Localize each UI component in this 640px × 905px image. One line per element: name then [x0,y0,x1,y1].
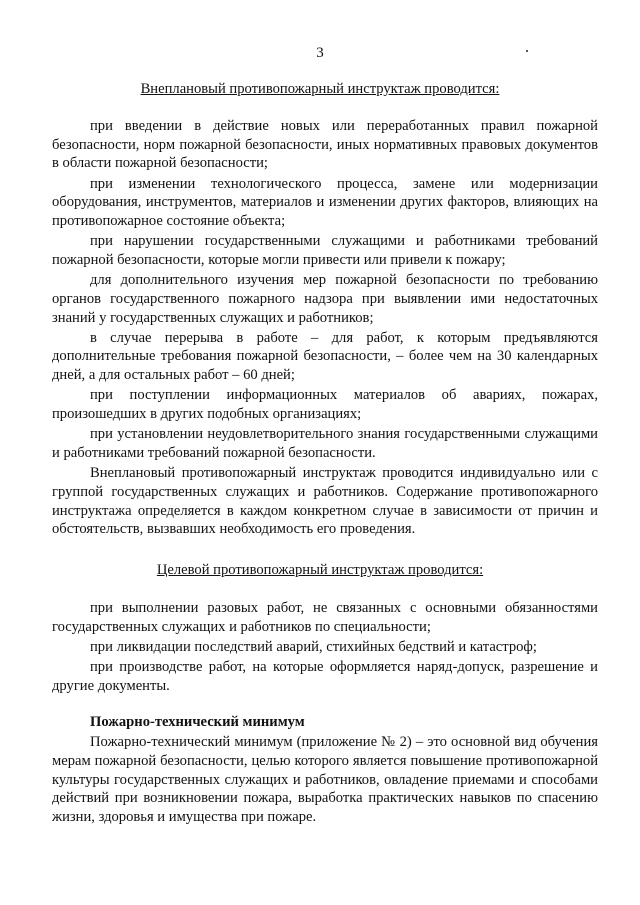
paragraph: при производстве работ, на которые оформляется наряд-допуск, разрешение и другие документы. [52,659,598,694]
paragraph: при изменении технологического процесса, замене или модернизации оборудования, инструментов, материалов и изменении других факторов, влияющих на противопожарное состояние объекта; [52,175,598,230]
paragraph: для дополнительного изучения мер пожарной безопасности по требованию органов государственного пожарного надзора при выявлении ими недостаточных знаний у государственных служащих и работников; [52,272,598,326]
paragraph: Внеплановый противопожарный инструктаж проводится индивидуально или с группой государственных служащих и работников. Содержание противопожарного инструктажа определяется в каждом конкретном случае в зависимости от причин и обстоятельств, вызвавших необходимость его проведения. [52,465,598,538]
section-heading-fire-minimum: Пожарно-технический минимум [90,714,305,730]
page-number: 3 [316,45,324,61]
paragraph: при установлении неудовлетворительного знания государственными служащими и работниками требований пожарной безопасности. [52,426,598,461]
paragraph: при введении в действие новых или переработанных правил пожарной безопасности, норм пожарной безопасности, иных нормативных правовых документов в области пожарной безопасности; [52,118,598,172]
section-body-unscheduled [52,117,598,539]
section-heading-targeted: Целевой противопожарный инструктаж проводится: [156,562,484,578]
paragraph: в случае перерыва в работе – для работ, к которым предъявляются дополнительные требования пожарной безопасности, – более чем на 30 календарных дней, а для остальных работ – 60 дней; [52,329,598,384]
paragraph: Пожарно-технический минимум (приложение № 2) – это основной вид обучения мерам пожарной безопасности, целью которого является повышение противопожарной культуры государственных служащих и работников, овладение приемами и способами действий при возникновении пожара, выработка практических навыков по спасению жизни, здоровья и имущества при пожаре. [52,734,598,826]
section-heading-unscheduled: Внеплановый противопожарный инструктаж проводится: [140,81,500,97]
paragraph: при выполнении разовых работ, не связанных с основными обязанностями государственных служащих и работников по специальности; [52,600,598,635]
section-body-targeted [52,599,598,696]
paragraph: при нарушении государственными служащими и работниками требований пожарной безопасности, которые могли привести или привели к пожару; [52,233,598,268]
paragraph: при поступлении информационных материалов об авариях, пожарах, произошедших в других подобных организациях; [52,387,598,423]
paragraph: при ликвидации последствий аварий, стихийных бедствий и катастроф; [90,638,537,655]
section-fire-technical-minimum [52,713,598,827]
